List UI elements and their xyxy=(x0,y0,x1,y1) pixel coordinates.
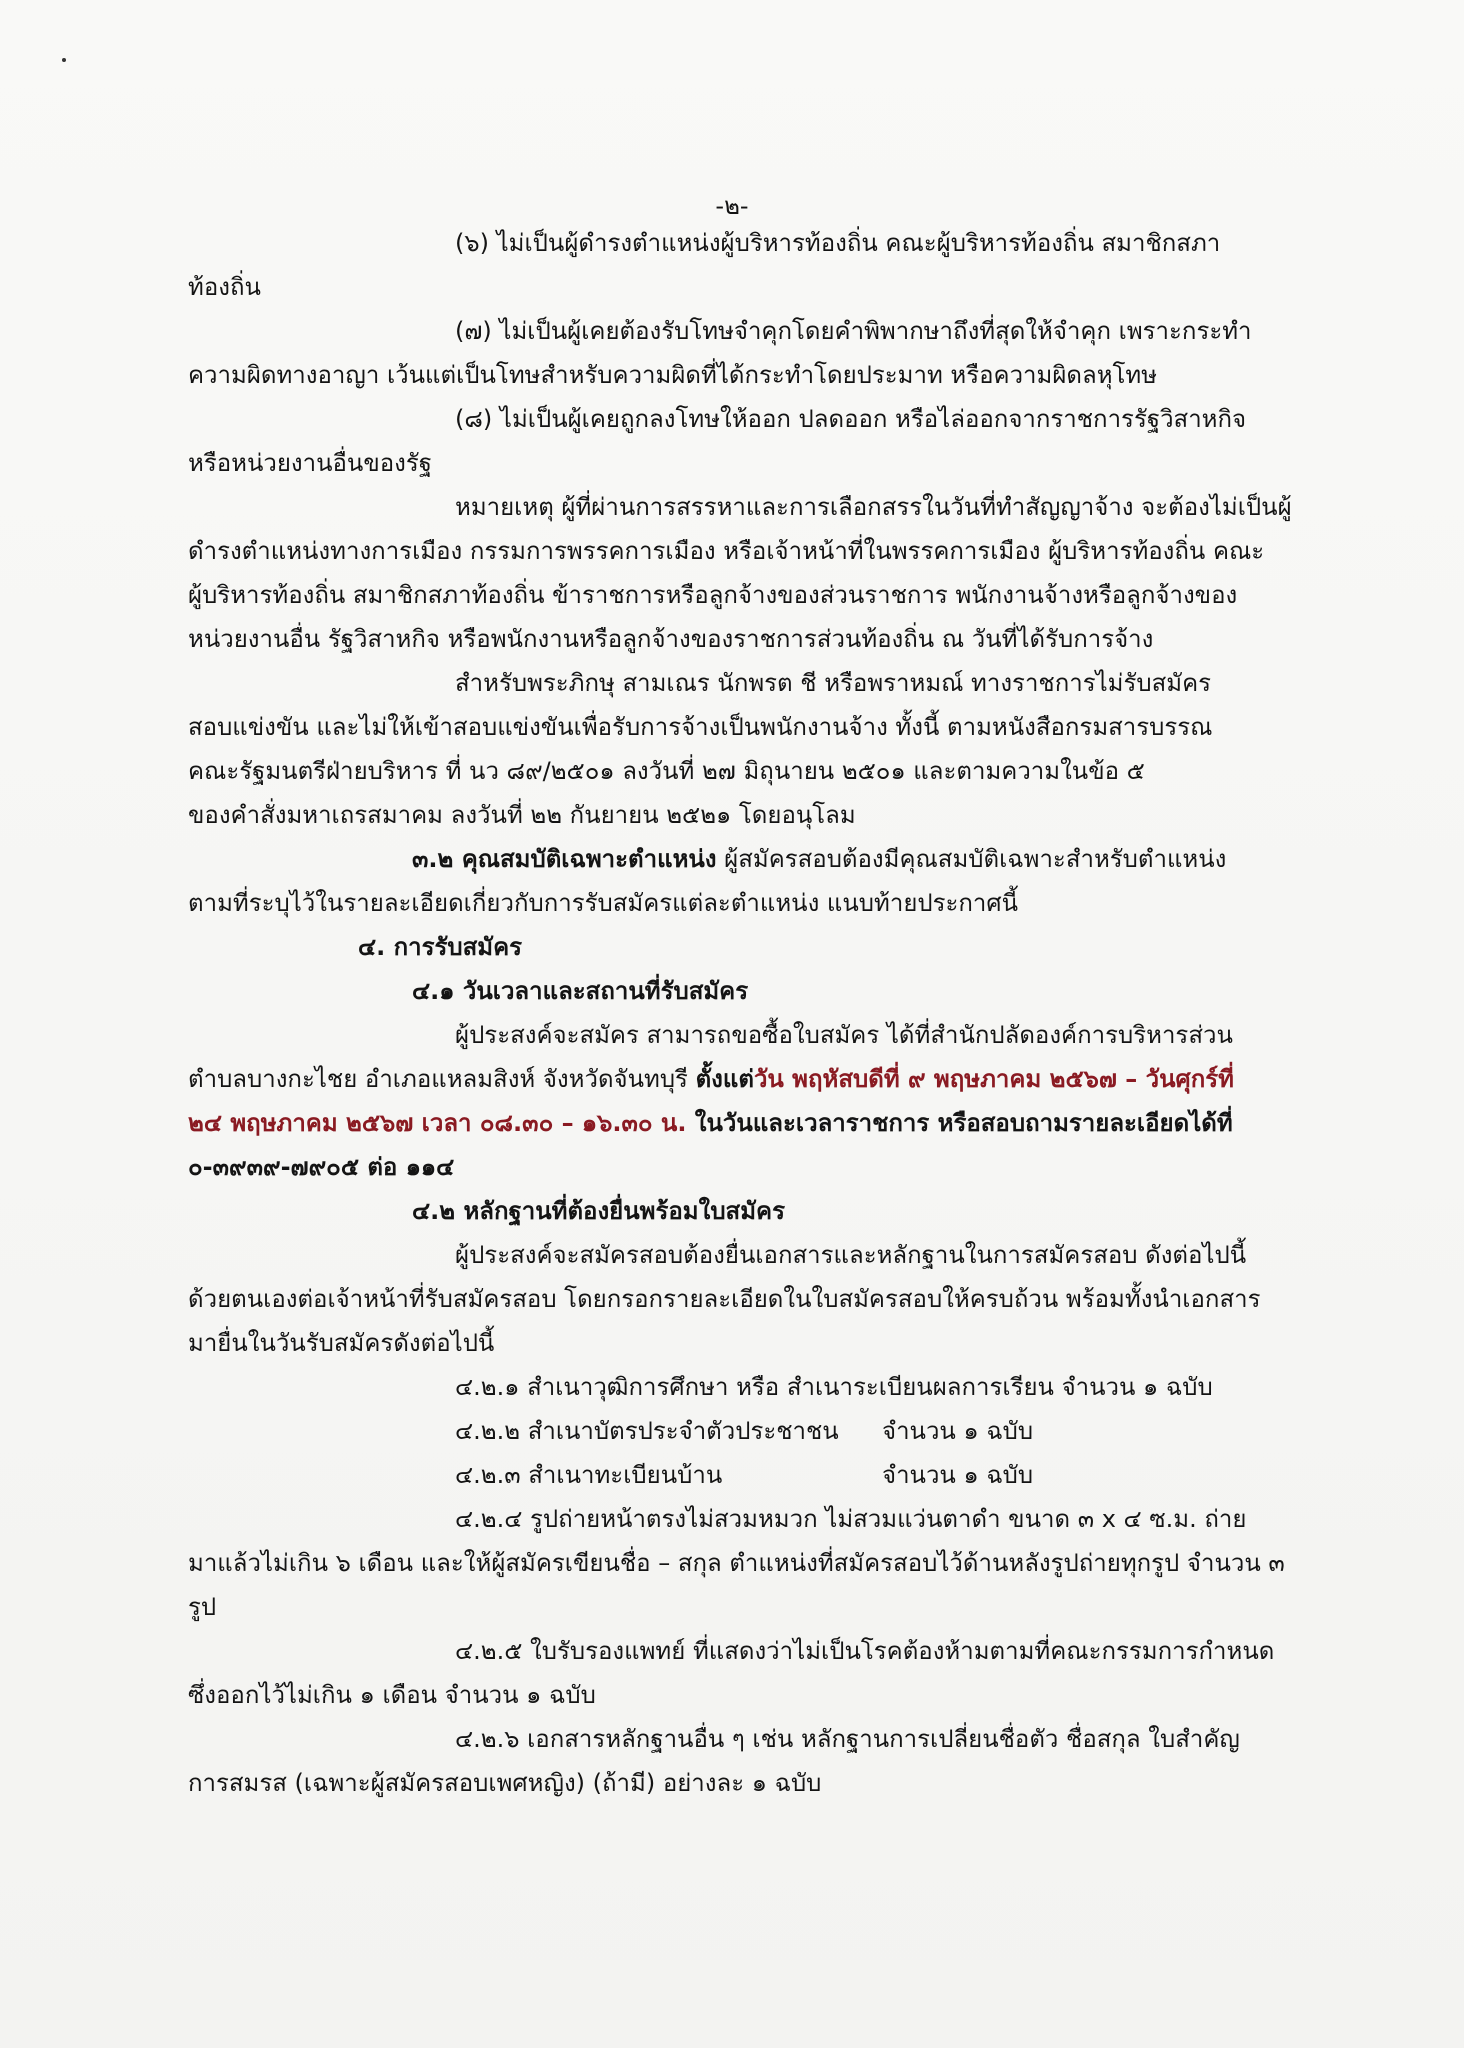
note-line-4: หน่วยงานอื่น รัฐวิสาหกิจ หรือพนักงานหรือลูกจ้างของราชการส่วนท้องถิ่น ณ วันที่ได้รับการจ้าง xyxy=(188,625,1154,653)
monk-line-1: สำหรับพระภิกษุ สามเณร นักพรต ชี หรือพราหมณ์ ทางราชการไม่รับสมัคร xyxy=(455,669,1212,697)
section-3-2-line-1 xyxy=(412,842,1226,876)
item-4-2-2-count: จำนวน ๑ ฉบับ xyxy=(882,1417,1034,1445)
section-4-2-heading: ๔.๒ หลักฐานที่ต้องยื่นพร้อมใบสมัคร xyxy=(412,1197,785,1225)
section-4-1-line-1: ผู้ประสงค์จะสมัคร สามารถขอซื้อใบสมัคร ได้ที่สำนักปลัดองค์การบริหารส่วน xyxy=(455,1021,1233,1049)
item-4-2-2: ๔.๒.๒ สำเนาบัตรประจำตัวประชาชน xyxy=(455,1417,839,1445)
note-line-3: ผู้บริหารท้องถิ่น สมาชิกสภาท้องถิ่น ข้าราชการหรือลูกจ้างของส่วนราชการ พนักงานจ้างหรือลูกจ้างของ xyxy=(188,581,1238,609)
item-4-2-6-line-2: การสมรส (เฉพาะผู้สมัครสอบเพศหญิง) (ถ้ามี) อย่างละ ๑ ฉบับ xyxy=(188,1769,822,1797)
clause-8-line-2: หรือหน่วยงานอื่นของรัฐ xyxy=(188,449,432,477)
item-4-2-6-line-1: ๔.๒.๖ เอกสารหลักฐานอื่น ๆ เช่น หลักฐานการเปลี่ยนชื่อตัว ชื่อสกุล ใบสำคัญ xyxy=(455,1725,1240,1753)
page-number: -๒- xyxy=(715,192,749,220)
section-3-2-heading: ๓.๒ คุณสมบัติเฉพาะตำแหน่ง xyxy=(412,845,717,873)
note-line-1: หมายเหตุ ผู้ที่ผ่านการสรรหาและการเลือกสรรในวันที่ทำสัญญาจ้าง จะต้องไม่เป็นผู้ xyxy=(455,493,1292,521)
section-4-2-line-2: ด้วยตนเองต่อเจ้าหน้าที่รับสมัครสอบ โดยกรอกรายละเอียดในใบสมัครสอบให้ครบถ้วน พร้อมทั้งนำเอกสาร xyxy=(188,1285,1261,1313)
from-label: ตั้งแต่ xyxy=(695,1065,754,1093)
item-4-2-4-line-3: รูป xyxy=(188,1593,217,1621)
date-range-start: วัน พฤหัสบดีที่ ๙ พฤษภาคม ๒๕๖๗ – วันศุกร์ที่ xyxy=(753,1065,1234,1093)
section-3-2-line-2: ตามที่ระบุไว้ในรายละเอียดเกี่ยวกับการรับสมัครแต่ละตำแหน่ง แนบท้ายประกาศนี้ xyxy=(188,889,1019,917)
section-4-1-heading: ๔.๑ วันเวลาและสถานที่รับสมัคร xyxy=(412,977,749,1005)
section-4-1-line-3 xyxy=(188,1106,1233,1140)
section-3-2-text: ผู้สมัครสอบต้องมีคุณสมบัติเฉพาะสำหรับตำแหน่ง xyxy=(716,845,1227,873)
section-4-2-line-3: มายื่นในวันรับสมัครดังต่อไปนี้ xyxy=(188,1329,495,1357)
monk-line-4: ของคำสั่งมหาเถรสมาคม ลงวันที่ ๒๒ กันยายน ๒๕๒๑ โดยอนุโลม xyxy=(188,801,856,829)
office-hours-text: ในวันและเวลาราชการ หรือสอบถามรายละเอียดได้ที่ xyxy=(686,1109,1233,1137)
contact-phone: ๐-๓๙๓๙-๗๙๐๕ ต่อ ๑๑๔ xyxy=(188,1153,455,1181)
section-4-heading: ๔. การรับสมัคร xyxy=(358,933,523,961)
item-4-2-3: ๔.๒.๓ สำเนาทะเบียนบ้าน xyxy=(455,1461,723,1489)
office-location: ตำบลบางกะไชย อำเภอแหลมสิงห์ จังหวัดจันทบุรี xyxy=(188,1065,696,1093)
section-4-2-line-1: ผู้ประสงค์จะสมัครสอบต้องยื่นเอกสารและหลักฐานในการสมัครสอบ ดังต่อไปนี้ xyxy=(455,1241,1247,1269)
clause-8-line-1: (๘) ไม่เป็นผู้เคยถูกลงโทษให้ออก ปลดออก หรือไล่ออกจากราชการรัฐวิสาหกิจ xyxy=(455,405,1247,433)
item-4-2-5-line-1: ๔.๒.๕ ใบรับรองแพทย์ ที่แสดงว่าไม่เป็นโรคต้องห้ามตามที่คณะกรรมการกำหนด xyxy=(455,1637,1275,1665)
item-4-2-1: ๔.๒.๑ สำเนาวุฒิการศึกษา หรือ สำเนาระเบียนผลการเรียน จำนวน ๑ ฉบับ xyxy=(455,1373,1213,1401)
item-4-2-3-count: จำนวน ๑ ฉบับ xyxy=(882,1461,1034,1489)
note-line-2: ดำรงตำแหน่งทางการเมือง กรรมการพรรคการเมือง หรือเจ้าหน้าที่ในพรรคการเมือง ผู้บริหารท้องถิ่น คณะ xyxy=(188,537,1265,565)
clause-7-line-2: ความผิดทางอาญา เว้นแต่เป็นโทษสำหรับความผิดที่ได้กระทำโดยประมาท หรือความผิดลหุโทษ xyxy=(188,361,1158,389)
monk-line-2: สอบแข่งขัน และไม่ให้เข้าสอบแข่งขันเพื่อรับการจ้างเป็นพนักงานจ้าง ทั้งนี้ ตามหนังสือกรมสารบรรณ xyxy=(188,713,1213,741)
item-4-2-4-line-2: มาแล้วไม่เกิน ๖ เดือน และให้ผู้สมัครเขียนชื่อ – สกุล ตำแหน่งที่สมัครสอบไว้ด้านหลังรูปถ่ายทุกรูป จำนวน ๓ xyxy=(188,1549,1285,1577)
monk-line-3: คณะรัฐมนตรีฝ่ายบริหาร ที่ นว ๘๙/๒๕๐๑ ลงวันที่ ๒๗ มิถุนายน ๒๕๐๑ และตามความในข้อ ๕ xyxy=(188,757,1145,785)
clause-7-line-1: (๗) ไม่เป็นผู้เคยต้องรับโทษจำคุกโดยคำพิพากษาถึงที่สุดให้จำคุก เพราะกระทำ xyxy=(455,317,1252,345)
item-4-2-4-line-1: ๔.๒.๔ รูปถ่ายหน้าตรงไม่สวมหมวก ไม่สวมแว่นตาดำ ขนาด ๓ x ๔ ซ.ม. ถ่าย xyxy=(455,1505,1247,1533)
clause-6-line-2: ท้องถิ่น xyxy=(188,273,261,301)
scan-speck xyxy=(62,58,66,62)
section-4-1-line-2 xyxy=(188,1062,1234,1096)
date-range-end: ๒๔ พฤษภาคม ๒๕๖๗ เวลา ๐๘.๓๐ – ๑๖.๓๐ น. xyxy=(188,1109,687,1137)
clause-6-line-1: (๖) ไม่เป็นผู้ดำรงตำแหน่งผู้บริหารท้องถิ่น คณะผู้บริหารท้องถิ่น สมาชิกสภา xyxy=(455,229,1221,257)
item-4-2-5-line-2: ซึ่งออกไว้ไม่เกิน ๑ เดือน จำนวน ๑ ฉบับ xyxy=(188,1681,596,1709)
